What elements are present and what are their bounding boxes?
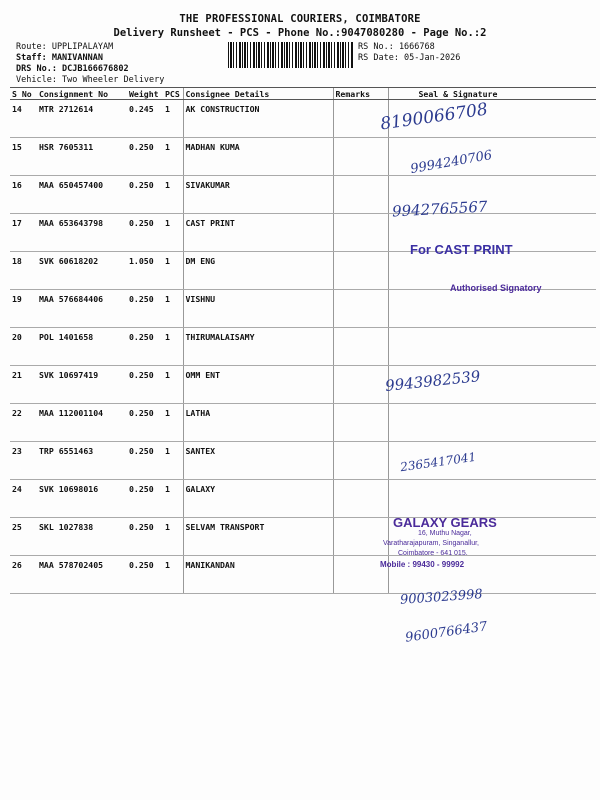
table-row bbox=[10, 442, 596, 480]
cell-pcs: 1 bbox=[163, 214, 183, 252]
galaxy-address-1: 16, Muthu Nagar, bbox=[418, 530, 472, 537]
table-row bbox=[10, 518, 596, 556]
cell-weight: 0.250 bbox=[127, 176, 163, 214]
cell-remarks bbox=[333, 176, 388, 214]
cell-sno: 20 bbox=[10, 328, 37, 366]
table-header-row bbox=[10, 88, 596, 100]
cell-consignment-no: MTR 2712614 bbox=[37, 100, 127, 138]
cell-sno: 23 bbox=[10, 442, 37, 480]
rs-date: RS Date: 05-Jan-2026 bbox=[358, 53, 461, 63]
cell-consignee: THIRUMALAISAMY bbox=[183, 328, 333, 366]
cell-remarks bbox=[333, 480, 388, 518]
galaxy-mobile: Mobile : 99430 - 99992 bbox=[380, 560, 465, 569]
cell-pcs: 1 bbox=[163, 480, 183, 518]
vehicle-label: Vehicle: Two Wheeler Delivery bbox=[16, 75, 165, 85]
col-sno: S No bbox=[10, 88, 37, 100]
cell-weight: 0.250 bbox=[127, 556, 163, 594]
drs-label: DRS No.: DCJB166676802 bbox=[16, 64, 129, 74]
galaxy-address-2: Varatharajapuram, Singanallur, bbox=[383, 540, 479, 547]
cell-consignment-no: SVK 10698016 bbox=[37, 480, 127, 518]
cell-sno: 18 bbox=[10, 252, 37, 290]
cell-pcs: 1 bbox=[163, 442, 183, 480]
cell-consignee: LATHA bbox=[183, 404, 333, 442]
cell-remarks bbox=[333, 252, 388, 290]
cell-pcs: 1 bbox=[163, 404, 183, 442]
cell-consignment-no: SKL 1027838 bbox=[37, 518, 127, 556]
col-pcs: PCS bbox=[163, 88, 183, 100]
cell-sno: 21 bbox=[10, 366, 37, 404]
cell-consignee: OMM ENT bbox=[183, 366, 333, 404]
galaxy-address-3: Coimbatore - 641 015. bbox=[398, 550, 468, 557]
cell-sno: 17 bbox=[10, 214, 37, 252]
cell-weight: 0.250 bbox=[127, 366, 163, 404]
cast-print-stamp: For CAST PRINT bbox=[410, 242, 513, 257]
cell-weight: 0.250 bbox=[127, 138, 163, 176]
cell-weight: 0.250 bbox=[127, 442, 163, 480]
cell-consignee: SANTEX bbox=[183, 442, 333, 480]
cell-pcs: 1 bbox=[163, 366, 183, 404]
cell-weight: 0.245 bbox=[127, 100, 163, 138]
cell-consignment-no: SVK 60618202 bbox=[37, 252, 127, 290]
cell-consignment-no: MAA 576684406 bbox=[37, 290, 127, 328]
cell-consignee: VISHNU bbox=[183, 290, 333, 328]
cell-weight: 0.250 bbox=[127, 518, 163, 556]
col-signature: Seal & Signature bbox=[388, 88, 596, 100]
cell-consignment-no: MAA 653643798 bbox=[37, 214, 127, 252]
barcode bbox=[228, 42, 354, 68]
cell-sno: 16 bbox=[10, 176, 37, 214]
cell-sno: 15 bbox=[10, 138, 37, 176]
cell-pcs: 1 bbox=[163, 252, 183, 290]
cell-remarks bbox=[333, 442, 388, 480]
cell-weight: 0.250 bbox=[127, 328, 163, 366]
signature-row-25: 9003023998 bbox=[399, 587, 484, 608]
staff-label: Staff: MANIVANNAN bbox=[16, 53, 103, 63]
cell-weight: 0.250 bbox=[127, 480, 163, 518]
cell-consignee: AK CONSTRUCTION bbox=[183, 100, 333, 138]
galaxy-gears-stamp: GALAXY GEARS bbox=[393, 515, 497, 530]
cell-consignee: CAST PRINT bbox=[183, 214, 333, 252]
cell-pcs: 1 bbox=[163, 176, 183, 214]
cell-remarks bbox=[333, 366, 388, 404]
cell-consignment-no: MAA 112001104 bbox=[37, 404, 127, 442]
cell-sno: 22 bbox=[10, 404, 37, 442]
col-consignee: Consignee Details bbox=[183, 88, 333, 100]
cell-pcs: 1 bbox=[163, 138, 183, 176]
cell-consignment-no: MAA 650457400 bbox=[37, 176, 127, 214]
runsheet-subtitle: Delivery Runsheet - PCS - Phone No.:9047080280 - Page No.:2 bbox=[113, 27, 487, 39]
col-consignment: Consignment No bbox=[37, 88, 127, 100]
cell-consignment-no: POL 1401658 bbox=[37, 328, 127, 366]
table-row bbox=[10, 366, 596, 404]
signature-row-16: 9942765567 bbox=[391, 197, 488, 221]
cell-consignee: SIVAKUMAR bbox=[183, 176, 333, 214]
table-row bbox=[10, 404, 596, 442]
cell-consignment-no: SVK 10697419 bbox=[37, 366, 127, 404]
table-row bbox=[10, 138, 596, 176]
table-row bbox=[10, 328, 596, 366]
cell-sno: 26 bbox=[10, 556, 37, 594]
cell-weight: 0.250 bbox=[127, 290, 163, 328]
authorised-signatory-stamp: Authorised Signatory bbox=[450, 283, 542, 293]
cell-pcs: 1 bbox=[163, 290, 183, 328]
table-row bbox=[10, 480, 596, 518]
cell-consignee: MANIKANDAN bbox=[183, 556, 333, 594]
cell-weight: 0.250 bbox=[127, 404, 163, 442]
table-row bbox=[10, 290, 596, 328]
cell-weight: 0.250 bbox=[127, 214, 163, 252]
cell-consignee: DM ENG bbox=[183, 252, 333, 290]
cell-signature bbox=[388, 290, 596, 328]
cell-remarks bbox=[333, 404, 388, 442]
cell-pcs: 1 bbox=[163, 328, 183, 366]
cell-remarks bbox=[333, 518, 388, 556]
col-weight: Weight bbox=[127, 88, 163, 100]
cell-signature bbox=[388, 404, 596, 442]
cell-remarks bbox=[333, 290, 388, 328]
cell-consignment-no: MAA 578702405 bbox=[37, 556, 127, 594]
runsheet-table bbox=[10, 87, 596, 594]
cell-signature bbox=[388, 480, 596, 518]
table-row bbox=[10, 176, 596, 214]
table-row bbox=[10, 556, 596, 594]
signature-row-20: 9943982539 bbox=[384, 367, 482, 395]
cell-pcs: 1 bbox=[163, 556, 183, 594]
cell-remarks bbox=[333, 214, 388, 252]
cell-consignee: GALAXY bbox=[183, 480, 333, 518]
col-remarks: Remarks bbox=[333, 88, 388, 100]
signature-row-26: 9600766437 bbox=[404, 619, 489, 646]
document-title: THE PROFESSIONAL COURIERS, COIMBATORE bbox=[179, 13, 421, 25]
cell-pcs: 1 bbox=[163, 100, 183, 138]
signature-row-14: 8190066708 bbox=[379, 99, 490, 135]
route-label: Route: UPPLIPALAYAM bbox=[16, 42, 114, 52]
cell-sno: 19 bbox=[10, 290, 37, 328]
table-row bbox=[10, 100, 596, 138]
cell-sno: 24 bbox=[10, 480, 37, 518]
cell-weight: 1.050 bbox=[127, 252, 163, 290]
cell-pcs: 1 bbox=[163, 518, 183, 556]
signature-row-15: 9994240706 bbox=[409, 147, 494, 178]
cell-sno: 25 bbox=[10, 518, 37, 556]
cell-signature bbox=[388, 328, 596, 366]
cell-consignment-no: TRP 6551463 bbox=[37, 442, 127, 480]
cell-consignee: MADHAN KUMA bbox=[183, 138, 333, 176]
rs-number: RS No.: 1666768 bbox=[358, 42, 435, 52]
cell-remarks bbox=[333, 328, 388, 366]
cell-consignment-no: HSR 7605311 bbox=[37, 138, 127, 176]
cell-sno: 14 bbox=[10, 100, 37, 138]
signature-row-22: 2365417041 bbox=[399, 449, 477, 475]
cell-remarks bbox=[333, 138, 388, 176]
cell-consignee: SELVAM TRANSPORT bbox=[183, 518, 333, 556]
